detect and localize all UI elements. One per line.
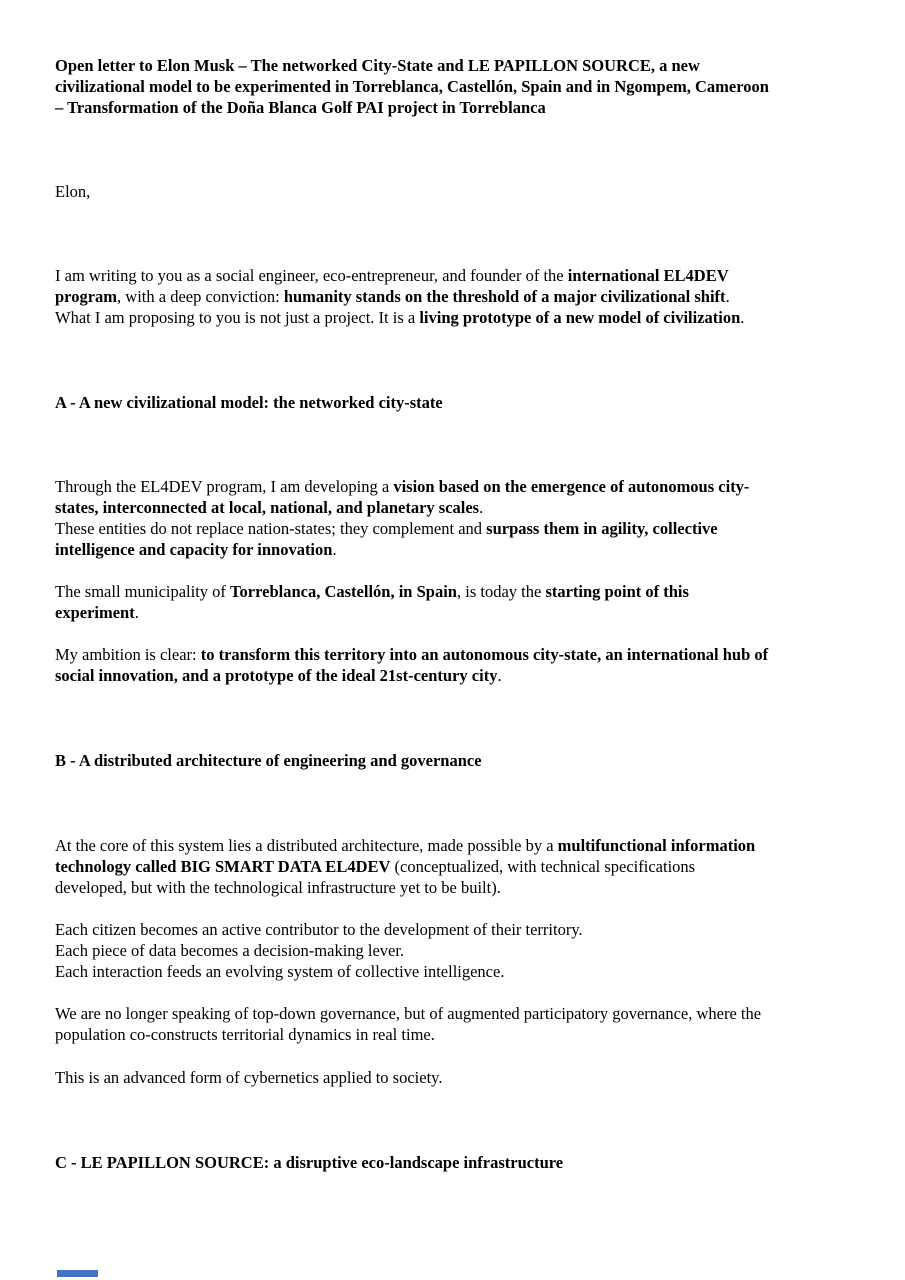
letter-title: Open letter to Elon Musk – The networked City-State and LE PAPILLON SOURCE, a new civilizational model to be experimented in Torreblanca, Castellón, Spain and in Ngompem, Cameroon – Transformation of the Doña Blanca Golf PAI project in Torreblanca xyxy=(55,56,769,117)
section-a-para-2: The small municipality of Torreblanca, Castellón, in Spain, is today the starting point of this experiment. xyxy=(55,582,689,622)
section-b-para-3: We are no longer speaking of top-down governance, but of augmented participatory governance, where the population co-constructs territorial dynamics in real time. xyxy=(55,1004,762,1044)
section-b-para-2: Each citizen becomes an active contributor to the development of their territory. Each piece of data becomes a decision-making lever. Each interaction feeds an evolving system of collective intelligence. xyxy=(55,920,583,981)
section-b-heading: B - A distributed architecture of engineering and governance xyxy=(55,751,482,770)
salutation: Elon, xyxy=(55,182,91,201)
next-page-image-sliver xyxy=(57,1270,98,1277)
section-a-heading: A - A new civilizational model: the networked city-state xyxy=(55,393,443,412)
intro-paragraph: I am writing to you as a social engineer, eco-entrepreneur, and founder of the international EL4DEV program, with a deep conviction: humanity stands on the threshold of a major civilizational shift. What I am proposing to you is not just a project. It is a living prototype of a new model of civilization. xyxy=(55,266,745,327)
section-a-para-1: Through the EL4DEV program, I am developing a vision based on the emergence of autonomous city- states, interconnected at local, national, and planetary scales. These entities do not replace nation-states; they complement and surpass them in agility, collective intelligence and capacity for innovation. xyxy=(55,477,750,559)
section-b-para-4: This is an advanced form of cybernetics applied to society. xyxy=(55,1068,443,1087)
section-b-para-1: At the core of this system lies a distributed architecture, made possible by a multifunctional information technology called BIG SMART DATA EL4DEV (conceptualized, with technical specifications developed, but with the technological infrastructure yet to be built). xyxy=(55,836,756,897)
section-c-heading: C - LE PAPILLON SOURCE: a disruptive eco-landscape infrastructure xyxy=(55,1153,564,1172)
section-a-para-3: My ambition is clear: to transform this territory into an autonomous city-state, an international hub of social innovation, and a prototype of the ideal 21st-century city. xyxy=(55,645,769,685)
